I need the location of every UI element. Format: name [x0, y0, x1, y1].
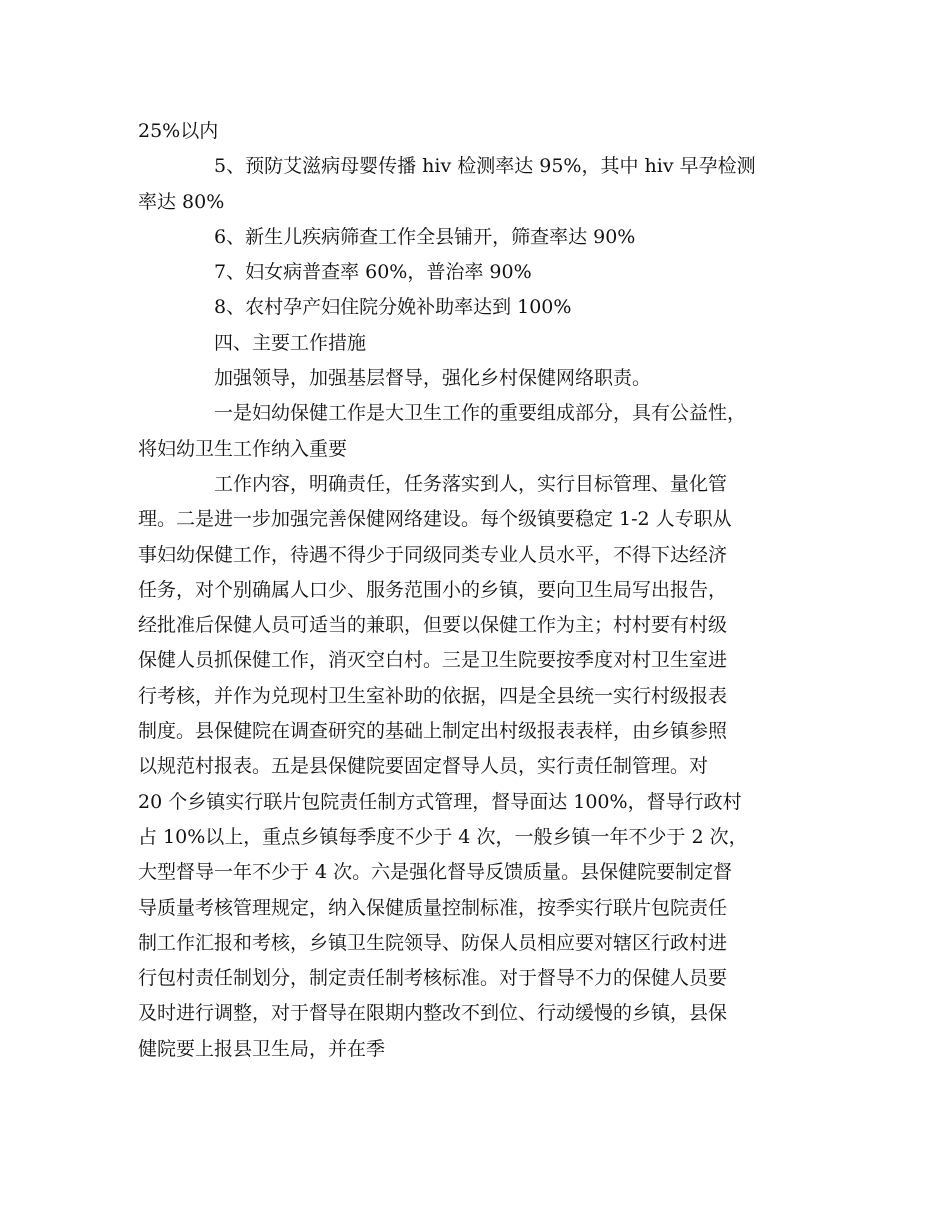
text-line: 加强领导，加强基层督导，强化乡村保健网络职责。 [214, 367, 652, 390]
text-line: 行包村责任制划分，制定责任制考核标准。对于督导不力的保健人员要 [138, 967, 728, 990]
text-line: 导质量考核管理规定，纳入保健质量控制标准，按季实行联片包院责任 [138, 896, 728, 919]
text-line: 制工作汇报和考核，乡镇卫生院领导、防保人员相应要对辖区行政村进 [138, 931, 728, 954]
text-line: 保健人员抓保健工作，消灭空白村。三是卫生院要按季度对村卫生室进 [138, 649, 728, 672]
text-line: 将妇幼卫生工作纳入重要 [138, 437, 348, 460]
text-line: 健院要上报县卫生局，并在季 [138, 1037, 386, 1060]
text-line: 大型督导一年不少于 4 次。六是强化督导反馈质量。县保健院要制定督 [138, 861, 733, 884]
text-line: 25%以内 [138, 120, 219, 142]
text-line: 及时进行调整，对于督导在限期内整改不到位、行动缓慢的乡镇，县保 [138, 1002, 728, 1025]
text-line: 任务，对个别确属人口少、服务范围小的乡镇，要向卫生局写出报告， [138, 578, 728, 601]
text-line: 以规范村报表。五是县保健院要固定督导人员，实行责任制管理。对 [138, 755, 709, 778]
text-line: 6、新生儿疾病筛查工作全县铺开，筛查率达 90% [214, 225, 636, 248]
text-line: 一是妇幼保健工作是大卫生工作的重要组成部分，具有公益性， [214, 402, 747, 425]
text-line: 工作内容，明确责任，任务落实到人，实行目标管理、量化管 [214, 472, 728, 495]
text-line: 制度。县保健院在调查研究的基础上制定出村级报表表样，由乡镇参照 [138, 720, 728, 743]
document-body [138, 114, 828, 1067]
text-line: 7、妇女病普查率 60%，普治率 90% [214, 261, 532, 284]
text-line: 行考核，并作为兑现村卫生室补助的依据，四是全县统一实行村级报表 [138, 684, 728, 707]
text-line: 率达 80% [138, 190, 225, 213]
text-line: 占 10%以上，重点乡镇每季度不少于 4 次，一般乡镇一年不少于 2 次， [138, 825, 748, 848]
section-heading: 四、主要工作措施 [214, 331, 367, 354]
text-line: 20 个乡镇实行联片包院责任制方式管理，督导面达 100%，督导行政村 [138, 790, 742, 813]
text-line: 理。二是进一步加强完善保健网络建设。每个级镇要稳定 1-2 人专职从 [138, 508, 732, 531]
text-line: 经批准后保健人员可适当的兼职，但要以保健工作为主；村村要有村级 [138, 614, 728, 637]
text-line: 5、预防艾滋病母婴传播 hiv 检测率达 95%，其中 hiv 早孕检测 [214, 155, 756, 178]
text-line: 8、农村孕产妇住院分娩补助率达到 100% [214, 296, 572, 319]
text-line: 事妇幼保健工作，待遇不得少于同级同类专业人员水平，不得下达经济 [138, 543, 728, 566]
